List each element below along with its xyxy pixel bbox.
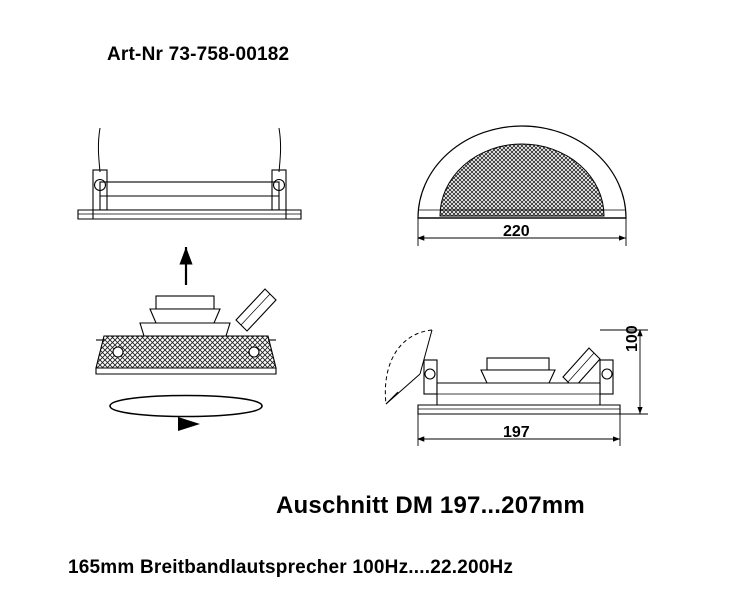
- dimension-label-depth: 100: [624, 325, 641, 352]
- dimension-label-dome-width: 220: [503, 223, 530, 240]
- part-number-label: Art-Nr 73-758-00182: [107, 44, 290, 65]
- speaker-cross-section: [96, 289, 276, 374]
- cutout-diameter-note: Auschnitt DM 197...207mm: [276, 492, 585, 519]
- assembly-rotation-indicator: [110, 396, 262, 432]
- dimension-label-frame-width: 197: [503, 424, 530, 441]
- speaker-spec-note: 165mm Breitbandlautsprecher 100Hz....22.200Hz: [68, 557, 514, 578]
- dome-grille-front-view: [418, 126, 626, 246]
- bracket-front-view: [78, 128, 301, 219]
- speaker-side-section: [385, 330, 648, 446]
